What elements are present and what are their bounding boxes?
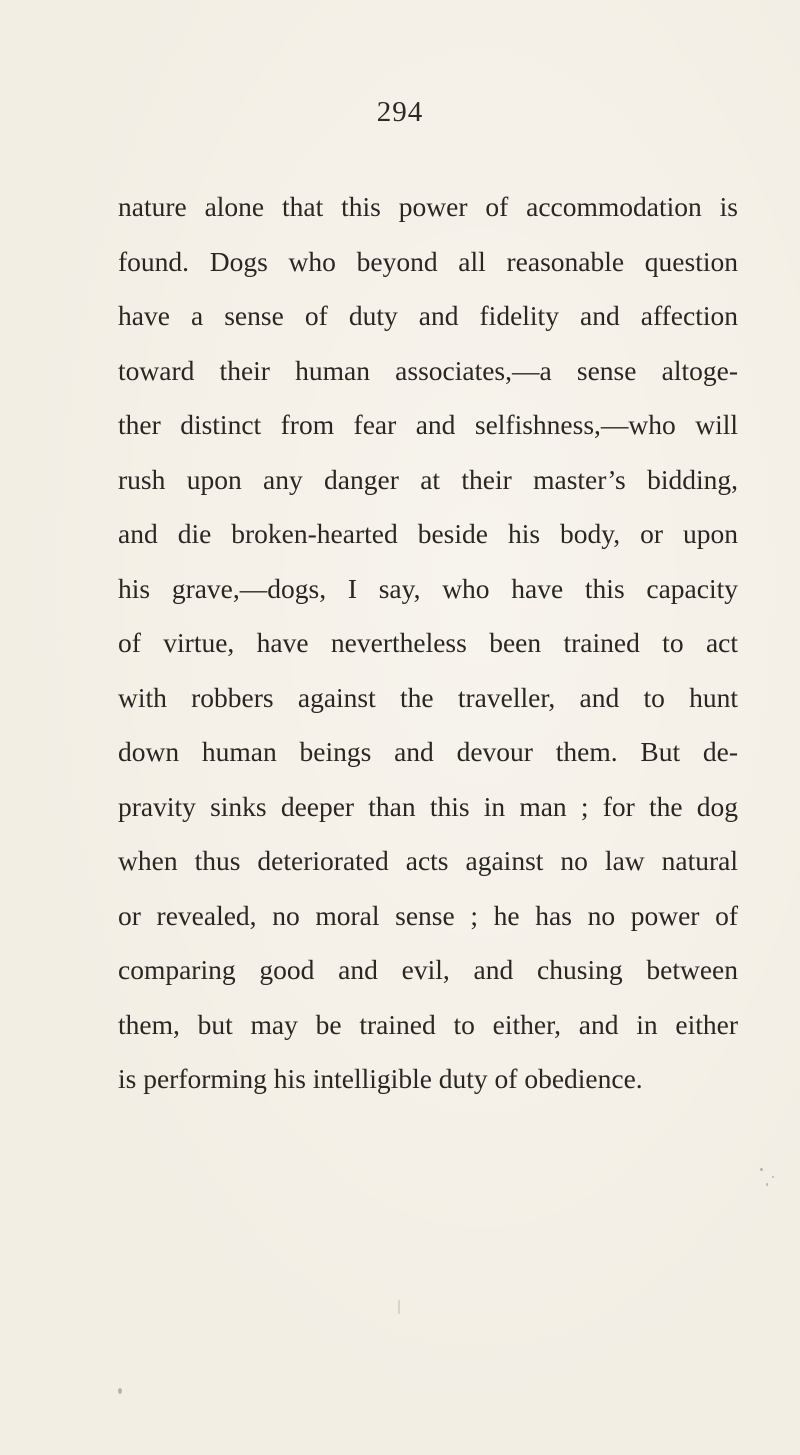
paper-speck xyxy=(118,1388,122,1394)
text-line: and die broken-hearted beside his body, or upon xyxy=(118,518,738,549)
text-line: comparing good and evil, and chusing between xyxy=(118,954,738,985)
text-line: when thus deteriorated acts against no law natural xyxy=(118,845,738,876)
text-line: pravity sinks deeper than this in man ; for the dog xyxy=(118,790,738,822)
body-paragraph xyxy=(118,180,738,1107)
text-line: found. Dogs who beyond all reasonable question xyxy=(118,245,738,277)
text-line: of virtue, have nevertheless been trained to act xyxy=(118,627,738,658)
page-number: 294 xyxy=(376,96,424,128)
text-line: ther distinct from fear and selfishness,—who will xyxy=(118,409,738,440)
text-line: is performing his intelligible duty of obedience. xyxy=(118,1063,643,1094)
text-line: with robbers against the traveller, and to hunt xyxy=(118,681,738,713)
text-line: his grave,—dogs, I say, who have this capacity xyxy=(118,572,738,604)
text-line: or revealed, no moral sense ; he has no power of xyxy=(118,899,738,931)
text-line: nature alone that this power of accommodation is xyxy=(118,191,738,222)
text-line: them, but may be trained to either, and in either xyxy=(118,1008,738,1040)
text-line: toward their human associates,—a sense altoge- xyxy=(118,354,738,386)
paper-speck xyxy=(766,1183,768,1186)
text-line: rush upon any danger at their master’s bidding, xyxy=(118,463,738,495)
paper-speck xyxy=(398,1300,400,1314)
paper-speck xyxy=(772,1176,774,1178)
text-line: have a sense of duty and fidelity and affection xyxy=(118,300,738,331)
paper-speck xyxy=(760,1168,763,1171)
text-line: down human beings and devour them. But de- xyxy=(118,736,738,767)
